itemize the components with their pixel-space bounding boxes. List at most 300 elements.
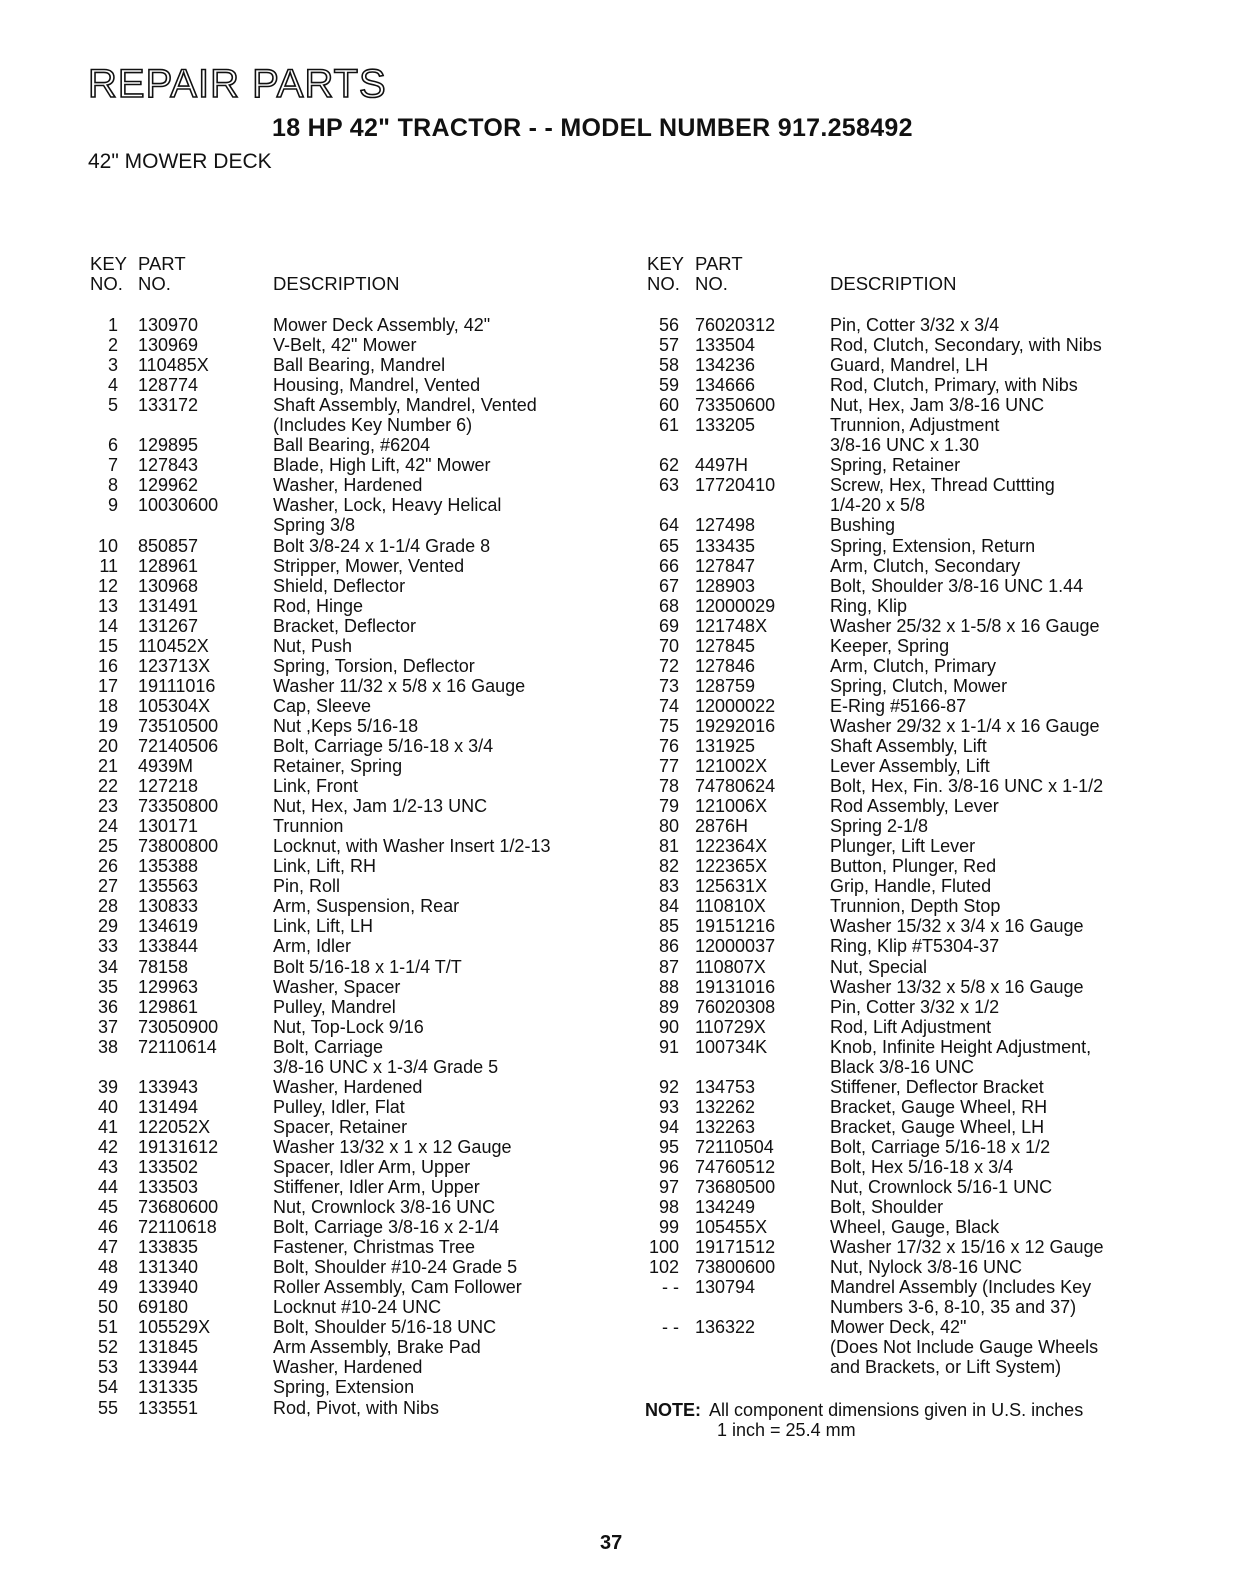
- key-number: 102: [648, 1257, 679, 1278]
- table-row: [645, 676, 1205, 696]
- key-number: 70: [658, 635, 679, 656]
- part-description: Stiffener, Deflector Bracket: [830, 1076, 1044, 1097]
- key-number: 20: [97, 735, 118, 756]
- key-number: 54: [97, 1377, 118, 1398]
- part-number: 133844: [138, 936, 199, 957]
- key-number: 12: [97, 575, 118, 596]
- part-description: Screw, Hex, Thread Cuttting: [830, 475, 1055, 496]
- table-row: [88, 836, 628, 856]
- table-row: [645, 616, 1205, 636]
- table-row: [645, 997, 1205, 1017]
- key-number: 26: [97, 856, 118, 877]
- part-description: and Brackets, or Lift System): [830, 1357, 1062, 1378]
- page-number: 37: [600, 1532, 623, 1554]
- part-number: 130833: [138, 896, 199, 917]
- table-row: [88, 596, 628, 616]
- part-number: 10030600: [138, 495, 219, 516]
- table-row: [88, 435, 628, 455]
- part-number: 121006X: [695, 796, 768, 817]
- part-number: 72110618: [138, 1217, 217, 1238]
- part-description: Nut, Special: [830, 956, 928, 977]
- part-description: Spacer, Retainer: [273, 1116, 408, 1137]
- table-row: [88, 716, 628, 736]
- table-row: [645, 1037, 1205, 1057]
- part-description: Link, Lift, RH: [273, 856, 377, 877]
- table-row: [645, 1177, 1205, 1197]
- key-number: 33: [97, 936, 118, 957]
- table-row: [645, 1217, 1205, 1237]
- part-number: 129861: [138, 996, 199, 1017]
- key-number: 90: [658, 1016, 679, 1037]
- part-description: Link, Lift, LH: [273, 916, 374, 937]
- table-row: [645, 375, 1205, 395]
- key-number: 53: [97, 1357, 118, 1378]
- part-description: Spring, Extension: [273, 1377, 415, 1398]
- part-description: Washer, Hardened: [273, 1357, 423, 1378]
- table-row: [88, 776, 628, 796]
- table-row: [645, 916, 1205, 936]
- table-row: [645, 696, 1205, 716]
- key-number: 73: [658, 675, 679, 696]
- part-number: 74760512: [695, 1156, 776, 1177]
- key-number: 43: [97, 1156, 118, 1177]
- key-number: 60: [658, 395, 679, 416]
- part-number: 131335: [138, 1377, 199, 1398]
- part-description: Grip, Handle, Fluted: [830, 876, 992, 897]
- part-number: 12000029: [695, 595, 776, 616]
- table-row: [645, 1157, 1205, 1177]
- note-line-2: 1 inch = 25.4 mm: [717, 1420, 856, 1440]
- part-description: Knob, Infinite Height Adjustment,: [830, 1036, 1092, 1057]
- part-description: Guard, Mandrel, LH: [830, 355, 989, 376]
- part-number: 19171512: [695, 1237, 776, 1258]
- part-description: Locknut #10-24 UNC: [273, 1297, 442, 1318]
- table-row: [88, 876, 628, 896]
- table-row: [88, 1197, 628, 1217]
- key-number: 4: [107, 375, 118, 396]
- note-line-1: All component dimensions given in U.S. inches: [709, 1400, 1084, 1420]
- part-description: Button, Plunger, Red: [830, 856, 997, 877]
- part-number: 19131612: [138, 1136, 219, 1157]
- part-description: Bolt 5/16-18 x 1-1/4 T/T: [273, 956, 462, 977]
- key-number: 61: [658, 415, 679, 436]
- part-description: Rod, Clutch, Primary, with Nibs: [830, 375, 1078, 396]
- part-number: 73050900: [138, 1016, 219, 1037]
- part-number: 133502: [138, 1156, 199, 1177]
- part-description: Bolt, Hex 5/16-18 x 3/4: [830, 1156, 1014, 1177]
- table-row: [88, 1117, 628, 1137]
- part-number: 127847: [695, 555, 756, 576]
- part-number: 130969: [138, 335, 199, 356]
- part-number: 105304X: [138, 695, 211, 716]
- key-number: 9: [107, 495, 118, 516]
- part-number: 110452X: [138, 635, 209, 656]
- table-row: [88, 936, 628, 956]
- table-row: [645, 1357, 1205, 1377]
- page-title: REPAIR PARTS: [88, 62, 387, 106]
- key-number: 22: [97, 776, 118, 797]
- key-number: 21: [97, 756, 118, 777]
- table-row: [645, 936, 1205, 956]
- table-row: [645, 957, 1205, 977]
- key-number: 14: [97, 615, 118, 636]
- part-number: 123713X: [138, 655, 211, 676]
- part-description: Bolt, Carriage: [273, 1036, 384, 1057]
- part-description: Retainer, Spring: [273, 756, 403, 777]
- table-row: [88, 1097, 628, 1117]
- key-number: 7: [107, 455, 118, 476]
- part-description: Black 3/8-16 UNC: [830, 1056, 975, 1077]
- part-description: E-Ring #5166-87: [830, 695, 967, 716]
- key-number: 77: [658, 756, 679, 777]
- key-number: 13: [97, 595, 118, 616]
- table-row: [645, 816, 1205, 836]
- table-row: [88, 455, 628, 475]
- part-description: Spacer, Idler Arm, Upper: [273, 1156, 471, 1177]
- table-row: [88, 1017, 628, 1037]
- part-description: Pin, Roll: [273, 876, 341, 897]
- table-row: [88, 896, 628, 916]
- table-row: [88, 315, 628, 335]
- table-row: [88, 1237, 628, 1257]
- table-row: [88, 1337, 628, 1357]
- table-row: [88, 556, 628, 576]
- part-description: Nut, Crownlock 5/16-1 UNC: [830, 1177, 1053, 1198]
- key-number: 3: [107, 355, 118, 376]
- key-number: 15: [97, 635, 118, 656]
- part-description: Nut, Nylock 3/8-16 UNC: [830, 1257, 1023, 1278]
- part-description: Plunger, Lift Lever: [830, 836, 976, 857]
- part-description: Ball Bearing, #6204: [273, 435, 431, 456]
- part-number: 128903: [695, 575, 756, 596]
- part-description: Washer 11/32 x 5/8 x 16 Gauge: [273, 675, 526, 696]
- table-row: [88, 1317, 628, 1337]
- part-number: 73800600: [695, 1257, 776, 1278]
- part-number: 133551: [138, 1397, 199, 1418]
- table-row: [645, 355, 1205, 375]
- table-row: [88, 1398, 628, 1418]
- table-row: [645, 656, 1205, 676]
- part-description: Shaft Assembly, Lift: [830, 735, 987, 756]
- part-description: Trunnion: [273, 816, 344, 837]
- part-description: Ball Bearing, Mandrel: [273, 355, 446, 376]
- table-row: [645, 736, 1205, 756]
- table-row: [645, 836, 1205, 856]
- key-number: 68: [658, 595, 679, 616]
- table-row: [88, 616, 628, 636]
- table-row: [645, 1077, 1205, 1097]
- table-row: [645, 716, 1205, 736]
- part-description: Rod, Hinge: [273, 595, 364, 616]
- key-number: 27: [97, 876, 118, 897]
- table-row: [88, 816, 628, 836]
- part-description: Bolt, Carriage 5/16-18 x 3/4: [273, 735, 494, 756]
- part-description: Wheel, Gauge, Black: [830, 1217, 1000, 1238]
- table-row: [88, 736, 628, 756]
- part-number: 72140506: [138, 735, 219, 756]
- table-row: [88, 1277, 628, 1297]
- table-row: [645, 977, 1205, 997]
- key-number: 66: [658, 555, 679, 576]
- key-number: 95: [658, 1136, 679, 1157]
- table-row: [88, 1177, 628, 1197]
- key-number: 91: [658, 1036, 679, 1057]
- part-description: Spring 2-1/8: [830, 816, 929, 837]
- key-number: 72: [658, 655, 679, 676]
- table-row: [88, 536, 628, 556]
- table-row: [88, 1257, 628, 1277]
- part-number: 19292016: [695, 715, 776, 736]
- table-row: [88, 1057, 628, 1077]
- table-row: [645, 1237, 1205, 1257]
- section-heading: 42" MOWER DECK: [88, 150, 272, 173]
- part-description: Mandrel Assembly (Includes Key: [830, 1277, 1092, 1298]
- part-description: Pulley, Mandrel: [273, 996, 396, 1017]
- part-number: 135563: [138, 876, 199, 897]
- part-description: Nut, Hex, Jam 1/2-13 UNC: [273, 796, 488, 817]
- table-row: [88, 1037, 628, 1057]
- part-number: 76020312: [695, 315, 776, 335]
- key-number: 35: [97, 976, 118, 997]
- dimension-note: [645, 1400, 1084, 1440]
- part-description: Arm, Clutch, Primary: [830, 655, 997, 676]
- part-number: 17720410: [695, 475, 776, 496]
- part-number: 135388: [138, 856, 199, 877]
- part-number: 73510500: [138, 715, 219, 736]
- table-row: [645, 636, 1205, 656]
- key-number: 46: [97, 1217, 118, 1238]
- key-number: 97: [658, 1177, 679, 1198]
- part-number: 133835: [138, 1237, 199, 1258]
- part-number: 133503: [138, 1177, 199, 1198]
- part-number: 134236: [695, 355, 756, 376]
- table-row: [645, 1317, 1205, 1337]
- part-number: 19151216: [695, 916, 776, 937]
- part-number: 122365X: [695, 856, 768, 877]
- part-number: 110729X: [695, 1016, 766, 1037]
- table-row: [645, 876, 1205, 896]
- part-description: Spring, Retainer: [830, 455, 961, 476]
- part-number: 129963: [138, 976, 199, 997]
- part-number: 131494: [138, 1096, 199, 1117]
- key-number: 94: [658, 1116, 679, 1137]
- key-number: 47: [97, 1237, 118, 1258]
- table-row: [645, 415, 1205, 435]
- part-description: Bracket, Gauge Wheel, RH: [830, 1096, 1048, 1117]
- key-number: 75: [658, 715, 679, 736]
- parts-table-right: [645, 253, 1205, 1377]
- key-number: 64: [658, 515, 679, 536]
- part-description: Nut ,Keps 5/16-18: [273, 715, 419, 736]
- key-number: 25: [97, 836, 118, 857]
- table-row: [88, 997, 628, 1017]
- table-row: [88, 375, 628, 395]
- table-row: [88, 1137, 628, 1157]
- part-number: 131845: [138, 1337, 199, 1358]
- table-row: [645, 1117, 1205, 1137]
- part-description: Stripper, Mower, Vented: [273, 555, 465, 576]
- part-description: Lever Assembly, Lift: [830, 756, 990, 777]
- header-part-top: PART: [138, 253, 186, 274]
- part-description: Mower Deck Assembly, 42": [273, 315, 491, 335]
- table-row: [88, 656, 628, 676]
- part-number: 4497H: [695, 455, 749, 476]
- part-number: 130968: [138, 575, 199, 596]
- part-description: Nut, Crownlock 3/8-16 UNC: [273, 1197, 496, 1218]
- column-headers: [645, 253, 1205, 315]
- part-number: 121002X: [695, 756, 768, 777]
- part-number: 128774: [138, 375, 199, 396]
- key-number: 42: [97, 1136, 118, 1157]
- key-number: 16: [97, 655, 118, 676]
- part-description: 3/8-16 UNC x 1.30: [830, 435, 980, 456]
- table-row: [645, 395, 1205, 415]
- part-description: Rod, Lift Adjustment: [830, 1016, 992, 1037]
- part-number: 130171: [138, 816, 199, 837]
- part-description: Pulley, Idler, Flat: [273, 1096, 405, 1117]
- table-row: [645, 435, 1205, 455]
- part-description: Shaft Assembly, Mandrel, Vented: [273, 395, 537, 416]
- table-row: [645, 495, 1205, 515]
- key-number: 44: [97, 1177, 118, 1198]
- key-number: 98: [658, 1197, 679, 1218]
- table-row: [88, 977, 628, 997]
- key-number: 6: [107, 435, 118, 456]
- header-description: DESCRIPTION: [830, 273, 957, 294]
- part-description: Rod, Clutch, Secondary, with Nibs: [830, 335, 1102, 356]
- part-description: Stiffener, Idler Arm, Upper: [273, 1177, 480, 1198]
- key-number: 74: [658, 695, 679, 716]
- part-number: 100734K: [695, 1036, 768, 1057]
- part-number: 122052X: [138, 1116, 211, 1137]
- table-row: [88, 1217, 628, 1237]
- header-key-top: KEY: [647, 253, 685, 274]
- table-row: [88, 415, 628, 435]
- part-number: 133435: [695, 535, 756, 556]
- key-number: 80: [658, 816, 679, 837]
- key-number: 79: [658, 796, 679, 817]
- table-row: [88, 515, 628, 535]
- part-number: 125631X: [695, 876, 768, 897]
- key-number: 40: [97, 1096, 118, 1117]
- header-key-top: KEY: [90, 253, 128, 274]
- table-row: [645, 1197, 1205, 1217]
- key-number: 49: [97, 1277, 118, 1298]
- table-row: [88, 395, 628, 415]
- table-row: [645, 596, 1205, 616]
- table-row: [645, 796, 1205, 816]
- part-number: 105455X: [695, 1217, 768, 1238]
- key-number: 82: [658, 856, 679, 877]
- part-description: Bushing: [830, 515, 896, 536]
- table-row: [645, 1277, 1205, 1297]
- table-row: [88, 1157, 628, 1177]
- table-row: [88, 916, 628, 936]
- key-number: 56: [658, 315, 679, 335]
- table-row: [88, 856, 628, 876]
- key-number: 81: [658, 836, 679, 857]
- part-number: 4939M: [138, 756, 194, 777]
- key-number: 17: [97, 675, 118, 696]
- key-number: 83: [658, 876, 679, 897]
- part-description: Shield, Deflector: [273, 575, 406, 596]
- parts-list-left: [88, 315, 628, 1418]
- key-number: 5: [107, 395, 118, 416]
- part-description: Washer 17/32 x 15/16 x 12 Gauge: [830, 1237, 1104, 1258]
- table-row: [645, 856, 1205, 876]
- part-number: 121748X: [695, 615, 768, 636]
- part-number: 129962: [138, 475, 199, 496]
- table-row: [88, 475, 628, 495]
- part-description: Cap, Sleeve: [273, 695, 372, 716]
- part-number: 127843: [138, 455, 199, 476]
- part-number: 128759: [695, 675, 756, 696]
- table-row: [88, 756, 628, 776]
- key-number: 62: [658, 455, 679, 476]
- table-row: [645, 1097, 1205, 1117]
- key-number: 39: [97, 1076, 118, 1097]
- part-description: V-Belt, 42" Mower: [273, 335, 417, 356]
- part-description: Ring, Klip #T5304-37: [830, 936, 1000, 957]
- part-number: 133944: [138, 1357, 199, 1378]
- part-description: Nut, Top-Lock 9/16: [273, 1016, 424, 1037]
- table-row: [645, 556, 1205, 576]
- part-description: Locknut, with Washer Insert 1/2-13: [273, 836, 551, 857]
- key-number: 34: [97, 956, 118, 977]
- part-number: 78158: [138, 956, 189, 977]
- part-description: Ring, Klip: [830, 595, 908, 616]
- part-description: Washer 13/32 x 5/8 x 16 Gauge: [830, 976, 1084, 997]
- part-description: Trunnion, Depth Stop: [830, 896, 1001, 917]
- part-description: Nut, Hex, Jam 3/8-16 UNC: [830, 395, 1045, 416]
- key-number: 57: [658, 335, 679, 356]
- table-row: [88, 676, 628, 696]
- header-key-bottom: NO.: [647, 273, 680, 294]
- table-row: [88, 576, 628, 596]
- table-row: [645, 515, 1205, 535]
- key-number: 24: [97, 816, 118, 837]
- part-description: Rod Assembly, Lever: [830, 796, 999, 817]
- model-subtitle: 18 HP 42" TRACTOR - - MODEL NUMBER 917.258492: [272, 114, 913, 142]
- table-row: [645, 576, 1205, 596]
- part-number: 2876H: [695, 816, 749, 837]
- part-number: 133205: [695, 415, 756, 436]
- part-description: (Does Not Include Gauge Wheels: [830, 1337, 1099, 1358]
- part-number: 128961: [138, 555, 199, 576]
- part-description: Spring, Clutch, Mower: [830, 675, 1008, 696]
- key-number: 63: [658, 475, 679, 496]
- table-row: [88, 636, 628, 656]
- key-number: 84: [658, 896, 679, 917]
- key-number: 48: [97, 1257, 118, 1278]
- part-number: 73680500: [695, 1177, 776, 1198]
- key-number: 69: [658, 615, 679, 636]
- part-description: Washer 13/32 x 1 x 12 Gauge: [273, 1136, 512, 1157]
- part-number: 74780624: [695, 776, 776, 797]
- table-row: [88, 1297, 628, 1317]
- table-row: [88, 796, 628, 816]
- key-number: 59: [658, 375, 679, 396]
- key-number: 78: [658, 776, 679, 797]
- part-description: Nut, Push: [273, 635, 353, 656]
- header-key-bottom: NO.: [90, 273, 123, 294]
- part-description: Trunnion, Adjustment: [830, 415, 1000, 436]
- part-description: Spring, Extension, Return: [830, 535, 1036, 556]
- part-number: 132263: [695, 1116, 756, 1137]
- key-number: 19: [97, 715, 118, 736]
- table-row: [88, 355, 628, 375]
- part-description: Roller Assembly, Cam Follower: [273, 1277, 522, 1298]
